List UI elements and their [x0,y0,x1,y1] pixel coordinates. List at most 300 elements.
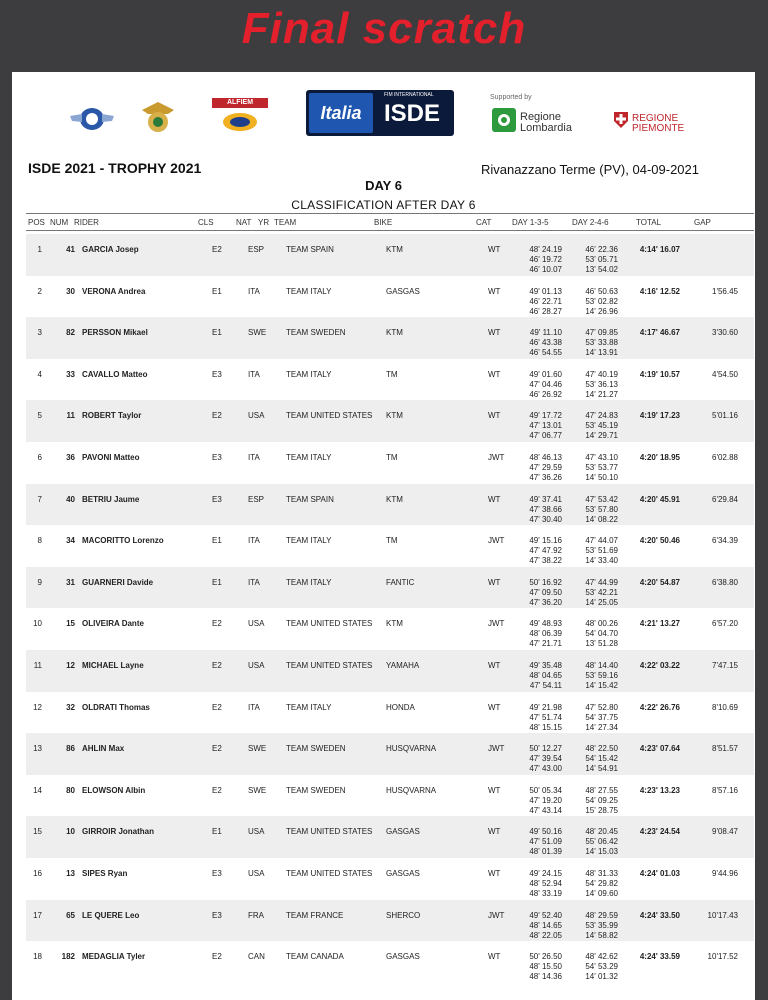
cell-team: TEAM UNITED STATES [286,619,373,629]
cell-team: TEAM FRANCE [286,910,344,920]
cell-cat: WT [488,494,501,504]
cell-gap: 8'51.57 [712,744,738,754]
table-row [26,400,754,442]
document-title: ISDE 2021 - TROPHY 2021 [28,160,202,176]
cell-cls: E1 [212,286,222,296]
cell-nat: ITA [248,702,260,712]
table-row [26,525,754,567]
cell-bike: HONDA [386,702,415,712]
cell-rider: GUARNERI Davide [82,577,154,587]
cell-day246-3: 14' 50.10 [585,472,618,482]
supported-by-label: Supported by [490,94,532,101]
cell-day135-1: 49' 24.15 [529,868,562,878]
cell-total: 4:24' 01.03 [639,868,680,878]
classification-heading: CLASSIFICATION AFTER DAY 6 [291,198,476,212]
cell-day246-2: 53' 42.21 [585,587,618,597]
cell-gap: 6'29.84 [712,494,738,504]
cell-rider: OLDRATI Thomas [82,702,150,712]
cell-bike: YAMAHA [386,660,420,670]
cell-day135-3: 47' 30.40 [529,514,562,524]
cell-bike: TM [386,536,398,546]
cell-gap: 10'17.43 [707,910,738,920]
table-row [26,941,754,983]
cell-day135-2: 47' 38.66 [529,504,562,514]
cell-day246-1: 47' 40.19 [585,369,618,379]
cell-cls: E2 [212,411,222,421]
cell-day135-3: 47' 36.20 [529,597,562,607]
header-divider-top [26,213,754,214]
cell-day246-2: 53' 53.77 [585,462,618,472]
cell-day246-1: 48' 22.50 [585,744,618,754]
cell-day135-1: 50' 05.34 [529,785,562,795]
cell-cls: E1 [212,577,222,587]
cell-pos: 5 [37,411,42,421]
cell-day135-2: 48' 14.65 [529,920,562,930]
cell-day135-3: 48' 22.05 [529,930,562,940]
cell-total: 4:24' 33.59 [639,952,680,962]
cell-day135-3: 47' 54.11 [529,680,562,690]
cell-cat: WT [488,369,501,379]
cell-pos: 16 [33,868,42,878]
cell-pos: 8 [37,536,42,546]
cell-num: 80 [66,785,75,795]
cell-day246-2: 53' 35.99 [585,920,618,930]
cell-day246-1: 47' 24.83 [585,411,618,421]
cell-day246-3: 14' 21.27 [585,389,618,399]
fim-logo-icon [68,104,116,134]
cell-day135-2: 47' 19.20 [529,795,562,805]
cell-day135-3: 47' 06.77 [529,431,562,441]
cell-day135-2: 47' 51.09 [529,837,562,847]
col-bike: BIKE [374,218,393,227]
cell-cat: JWT [488,452,505,462]
cell-team: TEAM UNITED STATES [286,827,373,837]
cell-day246-3: 14' 08.22 [585,514,618,524]
banner-title: Final scratch [241,4,527,53]
table-row [26,900,754,942]
cell-num: 15 [66,619,75,629]
cell-cls: E3 [212,868,222,878]
cell-cat: WT [488,577,501,587]
cell-day246-3: 14' 26.96 [585,306,618,316]
cell-day246-3: 13' 51.28 [585,639,618,649]
cell-gap: 8'10.69 [712,702,738,712]
cell-cls: E3 [212,910,222,920]
cell-day246-3: 14' 15.42 [585,680,618,690]
cell-team: TEAM ITALY [286,702,332,712]
cell-num: 65 [66,910,75,920]
regione-piemonte-logo [614,102,694,136]
cell-day246-1: 48' 20.45 [585,827,618,837]
cell-day246-1: 46' 22.36 [585,245,618,254]
regione-lombardia-logo [492,106,592,136]
cell-cls: E2 [212,785,222,795]
cell-day135-1: 50' 16.92 [529,577,562,587]
cell-cls: E2 [212,619,222,629]
cell-pos: 10 [33,619,42,629]
cell-day246-2: 54' 09.25 [585,795,618,805]
cell-day135-3: 47' 36.26 [529,472,562,482]
cell-pos: 18 [33,952,42,962]
cell-cat: JWT [488,910,505,920]
table-row [26,816,754,858]
cell-cat: WT [488,785,501,795]
cell-cat: WT [488,827,501,837]
cell-rider: MACORITTO Lorenzo [82,536,164,546]
cell-day246-2: 53' 36.13 [585,379,618,389]
cell-day246-3: 14' 54.91 [585,764,618,774]
cell-gap: 6'38.80 [712,577,738,587]
cell-day246-2: 54' 15.42 [585,754,618,764]
cell-day135-1: 49' 35.48 [529,660,562,670]
cell-nat: ITA [248,577,260,587]
cell-pos: 15 [33,827,42,837]
cell-day135-1: 49' 21.98 [529,702,562,712]
cell-team: TEAM SPAIN [286,245,334,254]
cell-total: 4:23' 13.23 [639,785,680,795]
cell-bike: KTM [386,328,403,338]
cell-cat: WT [488,286,501,296]
cell-day135-2: 47' 51.74 [529,712,562,722]
cell-day246-1: 48' 29.59 [585,910,618,920]
cell-day135-2: 48' 15.50 [529,962,562,972]
cell-day135-1: 48' 46.13 [529,452,562,462]
cell-team: TEAM SWEDEN [286,785,346,795]
isde-2020-logo [306,90,454,163]
cell-bike: TM [386,452,398,462]
pavia-logo-icon [222,112,258,132]
cell-cat: WT [488,660,501,670]
banner [0,0,768,72]
cell-day246-1: 47' 53.42 [585,494,618,504]
cell-day246-3: 14' 09.60 [585,888,618,898]
cell-rider: BETRIU Jaume [82,494,140,504]
cell-day135-1: 49' 48.93 [529,619,562,629]
cell-day246-3: 14' 27.34 [585,722,618,732]
table-row [26,359,754,401]
cell-day246-1: 48' 00.26 [585,619,618,629]
cell-num: 31 [66,577,75,587]
cell-num: 32 [66,702,75,712]
col-cls: CLS [198,218,214,227]
cell-day246-3: 14' 29.71 [585,431,618,441]
cell-bike: HUSQVARNA [386,744,437,754]
cell-cat: WT [488,245,501,254]
cell-num: 36 [66,452,75,462]
col-day135: DAY 1-3-5 [512,218,549,227]
cell-day246-1: 48' 27.55 [585,785,618,795]
cell-num: 12 [66,660,75,670]
cell-cat: WT [488,868,501,878]
cell-day135-2: 47' 09.50 [529,587,562,597]
cell-cls: E1 [212,328,222,338]
cell-day135-2: 47' 29.59 [529,462,562,472]
cell-day135-3: 48' 01.39 [529,847,562,857]
cell-cls: E2 [212,702,222,712]
cell-day246-1: 47' 52.80 [585,702,618,712]
regione-lombardia-label: Regione Lombardia [520,111,572,134]
cell-day246-2: 53' 45.19 [585,421,618,431]
cell-rider: GARCIA Josep [82,245,139,254]
cell-cls: E2 [212,245,222,254]
cell-cls: E2 [212,952,222,962]
table-row [26,484,754,526]
cell-cat: WT [488,328,501,338]
alfiem-logo [212,98,268,134]
cell-day246-2: 55' 06.42 [585,837,618,847]
cell-team: TEAM ITALY [286,369,332,379]
cell-day246-2: 53' 57.80 [585,504,618,514]
col-nat: NAT [236,218,252,227]
cell-team: TEAM UNITED STATES [286,660,373,670]
cell-day135-3: 46' 10.07 [529,265,562,274]
cell-num: 13 [66,868,75,878]
cell-day246-2: 54' 53.29 [585,962,618,972]
cell-nat: ITA [248,536,260,546]
cell-day135-1: 48' 24.19 [529,245,562,254]
cell-day246-1: 48' 31.33 [585,868,618,878]
table-row [26,442,754,484]
cell-gap: 7'47.15 [712,660,738,670]
cell-cls: E1 [212,536,222,546]
cell-cat: WT [488,952,501,962]
col-gap: GAP [694,218,711,227]
table-row [26,858,754,900]
sponsor-logos [12,84,755,163]
cell-bike: GASGAS [386,827,420,837]
cell-bike: GASGAS [386,952,420,962]
cell-gap: 6'57.20 [712,619,738,629]
cell-gap: 4'54.50 [712,369,738,379]
cell-rider: GIRROIR Jonathan [82,827,155,837]
cell-team: TEAM SWEDEN [286,328,346,338]
cell-cat: JWT [488,619,505,629]
cell-rider: SIPES Ryan [82,868,128,878]
col-cat: CAT [476,218,492,227]
cell-num: 10 [66,827,75,837]
cell-day135-2: 48' 04.65 [529,670,562,680]
cell-day135-3: 46' 28.27 [529,306,562,316]
cell-day246-3: 15' 28.75 [585,805,618,815]
cell-day246-3: 14' 15.03 [585,847,618,857]
cell-team: TEAM ITALY [286,577,332,587]
italia-2020-label: Italia 2020 [309,93,373,133]
cell-day135-1: 50' 12.27 [529,744,562,754]
piemonte-shield-icon [614,112,628,128]
cell-nat: ESP [248,245,265,254]
cell-pos: 17 [33,910,42,920]
cell-day135-1: 49' 37.41 [529,494,562,504]
cell-nat: SWE [248,328,267,338]
cell-rider: ELOWSON Albin [82,785,146,795]
cell-gap: 9'44.96 [712,868,738,878]
cell-nat: SWE [248,744,267,754]
cell-pos: 2 [37,286,42,296]
lombardia-rose-icon [492,108,516,132]
regione-piemonte-label: REGIONE PIEMONTE [632,113,685,134]
cell-nat: USA [248,827,265,837]
cell-num: 182 [61,952,75,962]
cell-pos: 3 [37,328,42,338]
col-pos: POS [28,218,45,227]
fim-international-label: FIM INTERNATIONAL [384,92,434,98]
cell-pos: 7 [37,494,42,504]
cell-nat: ITA [248,369,260,379]
cell-gap: 3'30.60 [712,328,738,338]
cell-bike: SHERCO [386,910,421,920]
cell-total: 4:20' 54.87 [639,577,680,587]
cell-day135-3: 47' 21.71 [529,639,562,649]
cell-total: 4:20' 45.91 [639,494,680,504]
cell-cls: E3 [212,494,222,504]
cell-rider: MICHAEL Layne [82,660,144,670]
cell-cls: E2 [212,744,222,754]
col-rider: RIDER [74,218,99,227]
cell-pos: 6 [37,452,42,462]
cell-day246-2: 54' 29.82 [585,878,618,888]
fmi-logo-icon [140,100,176,136]
cell-num: 33 [66,369,75,379]
cell-num: 34 [66,536,75,546]
cell-day246-2: 53' 05.71 [585,255,618,264]
cell-pos: 4 [37,369,42,379]
cell-team: TEAM ITALY [286,536,332,546]
cell-pos: 9 [37,577,42,587]
cell-day246-3: 14' 33.40 [585,556,618,566]
col-num: NUM [50,218,69,227]
cell-cls: E3 [212,369,222,379]
cell-day135-2: 47' 47.92 [529,546,562,556]
cell-day246-2: 53' 33.88 [585,338,618,348]
cell-cat: WT [488,702,501,712]
cell-cat: WT [488,411,501,421]
table-row [26,234,754,276]
cell-num: 30 [66,286,75,296]
cell-pos: 13 [33,744,42,754]
cell-gap: 5'01.16 [712,411,738,421]
cell-day246-2: 54' 04.70 [585,629,618,639]
cell-day246-1: 47' 44.07 [585,536,618,546]
cell-day135-1: 49' 15.16 [529,536,562,546]
cell-nat: ITA [248,452,260,462]
cell-cls: E1 [212,827,222,837]
cell-num: 82 [66,328,75,338]
cell-total: 4:22' 03.22 [639,660,680,670]
cell-day135-1: 49' 50.16 [529,827,562,837]
cell-total: 4:23' 24.54 [639,827,680,837]
cell-nat: CAN [248,952,265,962]
cell-day246-2: 53' 51.69 [585,546,618,556]
cell-team: TEAM UNITED STATES [286,411,373,421]
col-team: TEAM [274,218,297,227]
cell-bike: TM [386,369,398,379]
cell-total: 4:14' 16.07 [639,245,680,254]
cell-gap: 1'56.45 [712,286,738,296]
cell-day246-2: 54' 37.75 [585,712,618,722]
cell-nat: USA [248,660,265,670]
cell-day246-1: 48' 14.40 [585,660,618,670]
cell-num: 86 [66,744,75,754]
cell-pos: 1 [37,245,42,254]
cell-team: TEAM CANADA [286,952,344,962]
cell-day246-3: 14' 01.32 [585,972,618,982]
cell-num: 40 [66,494,75,504]
cell-day246-1: 48' 42.62 [585,952,618,962]
cell-team: TEAM ITALY [286,286,332,296]
cell-day135-2: 46' 22.71 [529,296,562,306]
cell-day135-3: 48' 15.15 [529,722,562,732]
cell-bike: HUSQVARNA [386,785,437,795]
cell-nat: SWE [248,785,267,795]
col-day246: DAY 2-4-6 [572,218,609,227]
table-row [26,775,754,817]
table-row [26,692,754,734]
cell-day246-3: 14' 25.05 [585,597,618,607]
cell-nat: ITA [248,286,260,296]
cell-day135-3: 48' 14.36 [529,972,562,982]
cell-day246-2: 53' 02.82 [585,296,618,306]
cell-gap: 8'57.16 [712,785,738,795]
cell-total: 4:20' 18.95 [639,452,680,462]
table-row [26,650,754,692]
cell-rider: MEDAGLIA Tyler [82,952,146,962]
cell-day135-1: 49' 52.40 [529,910,562,920]
cell-day135-3: 46' 26.92 [529,389,562,399]
cell-day135-3: 47' 38.22 [529,556,562,566]
table-row [26,608,754,650]
cell-bike: FANTIC [386,577,415,587]
cell-total: 4:16' 12.52 [639,286,680,296]
cell-rider: PERSSON Mikael [82,328,148,338]
cell-gap: 9'08.47 [712,827,738,837]
cell-nat: FRA [248,910,264,920]
cell-day135-3: 46' 54.55 [529,348,562,358]
cell-rider: VERONA Andrea [82,286,146,296]
cell-gap: 6'34.39 [712,536,738,546]
cell-total: 4:17' 46.67 [639,328,680,338]
cell-day135-2: 47' 39.54 [529,754,562,764]
cell-total: 4:23' 07.64 [639,744,680,754]
day-heading: DAY 6 [365,178,402,193]
cell-team: TEAM SPAIN [286,494,334,504]
cell-nat: USA [248,619,265,629]
cell-bike: KTM [386,245,403,254]
cell-gap: 6'02.88 [712,452,738,462]
cell-num: 41 [66,245,75,254]
cell-day135-2: 48' 52.94 [529,878,562,888]
cell-day246-3: 14' 58.82 [585,930,618,940]
isde-label: ISDE [384,100,441,127]
cell-num: 11 [66,411,75,421]
cell-day135-3: 48' 33.19 [529,888,562,898]
cell-total: 4:22' 26.76 [639,702,680,712]
cell-nat: USA [248,411,265,421]
cell-bike: KTM [386,494,403,504]
cell-pos: 14 [33,785,42,795]
cell-total: 4:19' 10.57 [639,369,680,379]
cell-day135-1: 49' 01.60 [529,369,562,379]
alfiem-label: ALFIEM [212,98,268,108]
col-yr: YR [258,218,270,227]
cell-rider: LE QUERE Leo [82,910,140,920]
cell-day246-1: 47' 09.85 [585,328,618,338]
cell-rider: ROBERT Taylor [82,411,142,421]
cell-pos: 11 [33,660,42,670]
header-divider-bottom [26,230,754,231]
cell-day135-2: 46' 19.72 [529,255,562,264]
cell-day246-3: 13' 54.02 [585,265,618,274]
cell-day246-1: 47' 44.99 [585,577,618,587]
